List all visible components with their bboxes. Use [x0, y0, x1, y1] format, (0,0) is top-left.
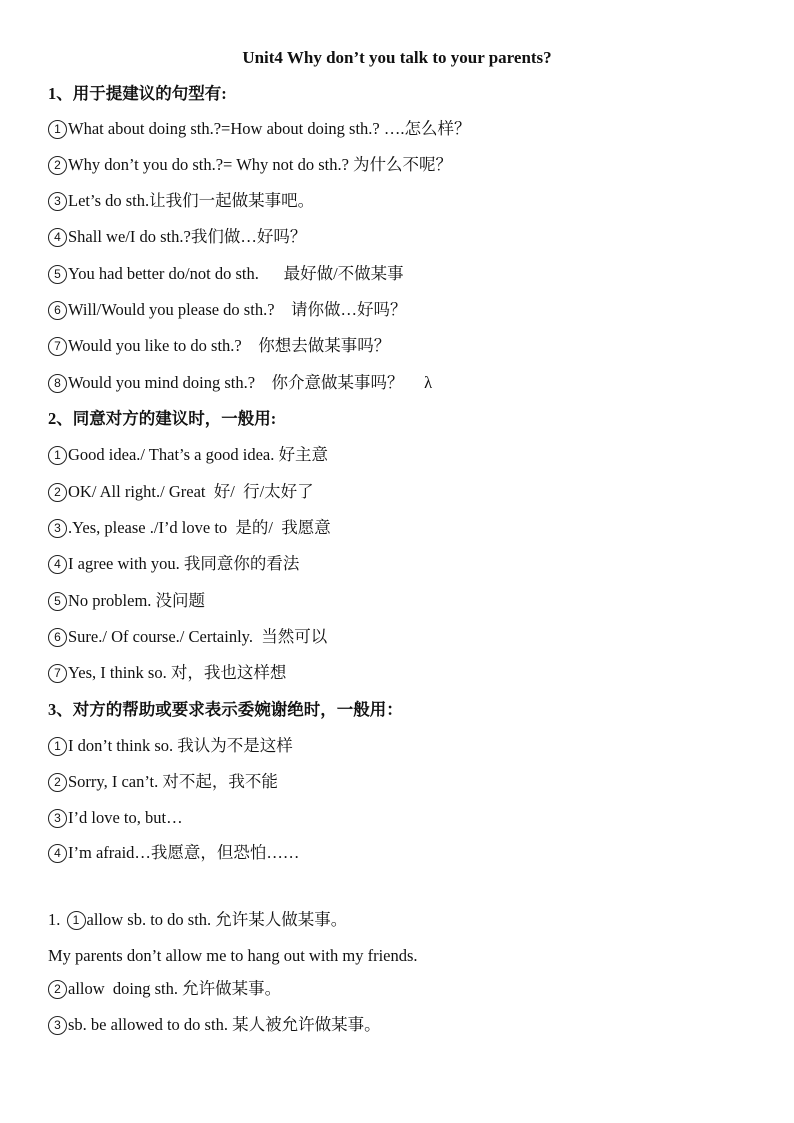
list-item-text: Will/Would you please do sth.? 请你做…好吗？ — [68, 300, 407, 319]
note-text: allow sb. to do sth. 允许某人做某事。 — [86, 910, 348, 929]
circled-number: 7 — [48, 664, 67, 683]
list-item — [48, 118, 471, 140]
circled-number: 3 — [48, 519, 67, 538]
list-item-text: You had better do/not do sth. 最好做/不做某事 — [68, 264, 404, 283]
list-item-text: Shall we/I do sth.?我们做…好吗？ — [68, 227, 307, 246]
note-line — [48, 978, 281, 1000]
section2-heading: 2、同意对方的建议时，一般用: — [48, 409, 277, 428]
list-item-text: Good idea./ That’s a good idea. 好主意 — [68, 445, 328, 464]
list-item — [48, 553, 299, 575]
circled-number: 2 — [48, 773, 67, 792]
list-item-text: Let’s do sth.让我们一起做某事吧。 — [68, 191, 315, 210]
list-item — [48, 517, 331, 539]
note-prefix: 1. — [48, 910, 61, 929]
list-item — [48, 735, 293, 757]
circled-number: 6 — [48, 628, 67, 647]
list-item — [48, 590, 205, 612]
list-item-text: I’d love to, but… — [68, 808, 183, 827]
list-item-text: Why don’t you do sth.?= Why not do sth.? 为什么不呢？ — [68, 155, 453, 174]
circled-number: 7 — [48, 337, 67, 356]
note-text: allow doing sth. 允许做某事。 — [68, 979, 282, 998]
section3-heading: 3、对方的帮助或要求表示委婉谢绝时，一般用： — [48, 700, 403, 719]
circled-number: 4 — [48, 844, 67, 863]
list-item — [48, 481, 314, 503]
list-item — [48, 842, 299, 864]
list-item — [48, 263, 404, 285]
list-item-text: Sure./ Of course./ Certainly. 当然可以 — [68, 627, 328, 646]
circled-number: 6 — [48, 301, 67, 320]
section1-heading: 1、用于提建议的句型有: — [48, 84, 227, 103]
list-item-text: I agree with you. 我同意你的看法 — [68, 554, 300, 573]
circled-number: 3 — [48, 192, 67, 211]
list-item-text: Yes, I think so. 对，我也这样想 — [68, 663, 287, 682]
list-item-text: .Yes, please ./I’d love to 是的/ 我愿意 — [68, 518, 331, 537]
list-item — [48, 154, 452, 176]
list-item — [48, 807, 183, 829]
circled-number: 2 — [48, 980, 67, 999]
list-item — [48, 771, 278, 793]
list-item — [48, 299, 407, 321]
circled-number: 1 — [67, 911, 86, 930]
note-text: sb. be allowed to do sth. 某人被允许做某事。 — [68, 1015, 381, 1034]
circled-number: 1 — [48, 446, 67, 465]
list-item — [48, 190, 314, 212]
page-title: Unit4 Why don’t you talk to your parents? — [242, 48, 552, 67]
list-item — [48, 335, 390, 357]
list-item — [48, 226, 306, 248]
list-item-text: Would you mind doing sth.? 你介意做某事吗？ λ — [68, 373, 433, 392]
list-item-text: Would you like to do sth.? 你想去做某事吗？ — [68, 336, 391, 355]
circled-number: 8 — [48, 374, 67, 393]
list-item — [48, 626, 327, 648]
circled-number: 1 — [48, 120, 67, 139]
circled-number: 2 — [48, 156, 67, 175]
circled-number: 2 — [48, 483, 67, 502]
list-item-text: I’m afraid…我愿意，但恐怕…… — [68, 843, 300, 862]
note-line — [48, 1014, 381, 1036]
circled-number: 4 — [48, 228, 67, 247]
list-item-text: No problem. 没问题 — [68, 591, 206, 610]
list-item-text: What about doing sth.?=How about doing sth.? ….怎么样？ — [68, 119, 471, 138]
circled-number: 4 — [48, 555, 67, 574]
list-item — [48, 444, 328, 466]
list-item-text: I don’t think so. 我认为不是这样 — [68, 736, 293, 755]
circled-number: 3 — [48, 1016, 67, 1035]
example-sentence: My parents don’t allow me to hang out with my friends. — [48, 946, 418, 965]
list-item-text: Sorry, I can’t. 对不起，我不能 — [68, 772, 278, 791]
list-item-text: OK/ All right./ Great 好/ 行/太好了 — [68, 482, 314, 501]
circled-number: 5 — [48, 265, 67, 284]
circled-number: 5 — [48, 592, 67, 611]
list-item — [48, 662, 286, 684]
circled-number: 3 — [48, 809, 67, 828]
note-line — [48, 909, 347, 931]
circled-number: 1 — [48, 737, 67, 756]
list-item — [48, 372, 432, 394]
